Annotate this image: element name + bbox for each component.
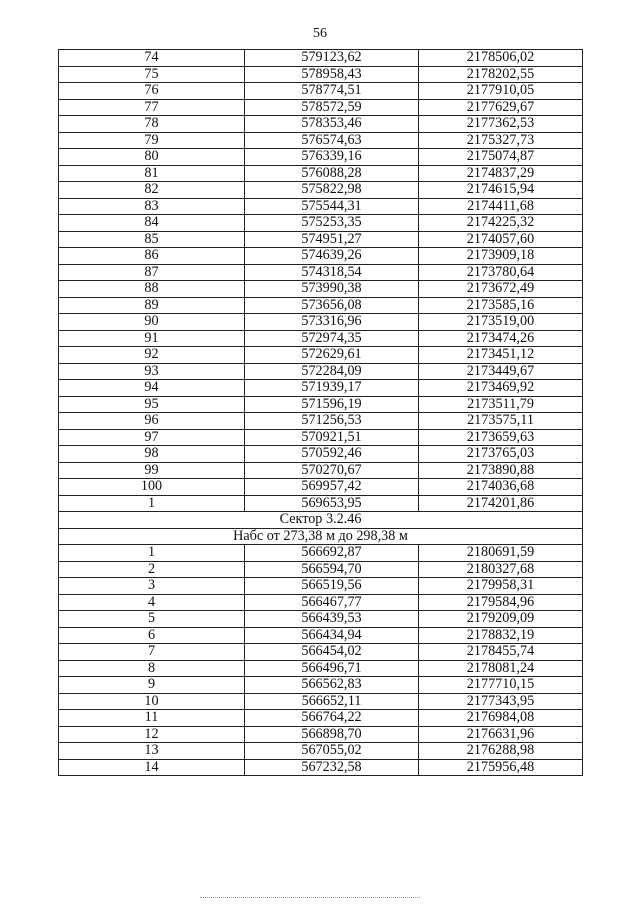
point-number-cell: 97 [59,429,245,446]
x-coordinate-cell: 569957,42 [245,479,419,496]
table-row [59,231,583,248]
point-number-cell: 86 [59,248,245,265]
table-row [59,83,583,100]
y-coordinate-cell: 2178832,19 [419,627,583,644]
table-row [59,50,583,67]
x-coordinate-cell: 575253,35 [245,215,419,232]
y-coordinate-cell: 2178202,55 [419,66,583,83]
y-coordinate-cell: 2173474,26 [419,330,583,347]
table-row [59,165,583,182]
x-coordinate-cell: 574639,26 [245,248,419,265]
table-row [59,215,583,232]
point-number-cell: 11 [59,710,245,727]
point-number-cell: 100 [59,479,245,496]
point-number-cell: 5 [59,611,245,628]
point-number-cell: 8 [59,660,245,677]
point-number-cell: 85 [59,231,245,248]
x-coordinate-cell: 578958,43 [245,66,419,83]
table-row [59,182,583,199]
y-coordinate-cell: 2173451,12 [419,347,583,364]
x-coordinate-cell: 566652,11 [245,693,419,710]
table-row [59,545,583,562]
point-number-cell: 76 [59,83,245,100]
x-coordinate-cell: 566594,70 [245,561,419,578]
x-coordinate-cell: 566764,22 [245,710,419,727]
table-row [59,743,583,760]
x-coordinate-cell: 566519,56 [245,578,419,595]
point-number-cell: 87 [59,264,245,281]
y-coordinate-cell: 2173890,88 [419,462,583,479]
x-coordinate-cell: 573316,96 [245,314,419,331]
table-row [59,264,583,281]
x-coordinate-cell: 566562,83 [245,677,419,694]
y-coordinate-cell: 2173585,16 [419,297,583,314]
table-row [59,330,583,347]
point-number-cell: 94 [59,380,245,397]
x-coordinate-cell: 574951,27 [245,231,419,248]
table-row [59,380,583,397]
y-coordinate-cell: 2177343,95 [419,693,583,710]
table-row [59,578,583,595]
point-number-cell: 90 [59,314,245,331]
point-number-cell: 1 [59,495,245,512]
scan-edge-mark [200,897,420,899]
table-row [59,413,583,430]
point-number-cell: 4 [59,594,245,611]
x-coordinate-cell: 566898,70 [245,726,419,743]
x-coordinate-cell: 566434,94 [245,627,419,644]
y-coordinate-cell: 2174201,86 [419,495,583,512]
height-range: Набс от 273,38 м до 298,38 м [59,528,583,545]
y-coordinate-cell: 2180691,59 [419,545,583,562]
x-coordinate-cell: 574318,54 [245,264,419,281]
table-row [59,297,583,314]
point-number-cell: 6 [59,627,245,644]
point-number-cell: 81 [59,165,245,182]
page-number: 56 [313,26,327,41]
y-coordinate-cell: 2174837,29 [419,165,583,182]
y-coordinate-cell: 2177910,05 [419,83,583,100]
point-number-cell: 77 [59,99,245,116]
table-row [59,644,583,661]
x-coordinate-cell: 572284,09 [245,363,419,380]
y-coordinate-cell: 2180327,68 [419,561,583,578]
point-number-cell: 7 [59,644,245,661]
table-row [59,594,583,611]
y-coordinate-cell: 2173511,79 [419,396,583,413]
x-coordinate-cell: 573990,38 [245,281,419,298]
y-coordinate-cell: 2179584,96 [419,594,583,611]
point-number-cell: 2 [59,561,245,578]
x-coordinate-cell: 566467,77 [245,594,419,611]
x-coordinate-cell: 573656,08 [245,297,419,314]
x-coordinate-cell: 566692,87 [245,545,419,562]
table-row [59,693,583,710]
y-coordinate-cell: 2173765,03 [419,446,583,463]
point-number-cell: 10 [59,693,245,710]
point-number-cell: 14 [59,759,245,776]
x-coordinate-cell: 570270,67 [245,462,419,479]
point-number-cell: 3 [59,578,245,595]
x-coordinate-cell: 571596,19 [245,396,419,413]
table-row [59,314,583,331]
sector-row [59,512,583,529]
x-coordinate-cell: 576574,63 [245,132,419,149]
y-coordinate-cell: 2173449,67 [419,363,583,380]
table-row [59,363,583,380]
point-number-cell: 84 [59,215,245,232]
x-coordinate-cell: 572629,61 [245,347,419,364]
y-coordinate-cell: 2179958,31 [419,578,583,595]
point-number-cell: 79 [59,132,245,149]
point-number-cell: 93 [59,363,245,380]
x-coordinate-cell: 578353,46 [245,116,419,133]
y-coordinate-cell: 2179209,09 [419,611,583,628]
table-row [59,116,583,133]
point-number-cell: 82 [59,182,245,199]
x-coordinate-cell: 571256,53 [245,413,419,430]
y-coordinate-cell: 2173672,49 [419,281,583,298]
y-coordinate-cell: 2173575,11 [419,413,583,430]
point-number-cell: 75 [59,66,245,83]
x-coordinate-cell: 566496,71 [245,660,419,677]
table-row [59,396,583,413]
y-coordinate-cell: 2175956,48 [419,759,583,776]
x-coordinate-cell: 570921,51 [245,429,419,446]
point-number-cell: 1 [59,545,245,562]
x-coordinate-cell: 571939,17 [245,380,419,397]
y-coordinate-cell: 2175327,73 [419,132,583,149]
table-row [59,710,583,727]
coordinates-table [58,49,583,776]
point-number-cell: 83 [59,198,245,215]
table-row [59,611,583,628]
y-coordinate-cell: 2174036,68 [419,479,583,496]
y-coordinate-cell: 2178081,24 [419,660,583,677]
table-row [59,446,583,463]
y-coordinate-cell: 2176984,08 [419,710,583,727]
table-row [59,248,583,265]
table-row [59,132,583,149]
point-number-cell: 96 [59,413,245,430]
point-number-cell: 95 [59,396,245,413]
point-number-cell: 12 [59,726,245,743]
y-coordinate-cell: 2173780,64 [419,264,583,281]
point-number-cell: 91 [59,330,245,347]
x-coordinate-cell: 567232,58 [245,759,419,776]
x-coordinate-cell: 575544,31 [245,198,419,215]
table-row [59,198,583,215]
x-coordinate-cell: 566439,53 [245,611,419,628]
table-row [59,462,583,479]
y-coordinate-cell: 2176631,96 [419,726,583,743]
y-coordinate-cell: 2174615,94 [419,182,583,199]
table-row [59,429,583,446]
table-row [59,479,583,496]
table-row [59,149,583,166]
x-coordinate-cell: 570592,46 [245,446,419,463]
x-coordinate-cell: 576339,16 [245,149,419,166]
y-coordinate-cell: 2174057,60 [419,231,583,248]
y-coordinate-cell: 2173519,00 [419,314,583,331]
point-number-cell: 92 [59,347,245,364]
x-coordinate-cell: 579123,62 [245,50,419,67]
table-body-part1 [59,50,583,512]
y-coordinate-cell: 2173909,18 [419,248,583,265]
table-row [59,677,583,694]
point-number-cell: 89 [59,297,245,314]
y-coordinate-cell: 2178506,02 [419,50,583,67]
table-body-part2 [59,545,583,776]
table-row [59,66,583,83]
point-number-cell: 74 [59,50,245,67]
y-coordinate-cell: 2174225,32 [419,215,583,232]
table-row [59,99,583,116]
y-coordinate-cell: 2177710,15 [419,677,583,694]
y-coordinate-cell: 2178455,74 [419,644,583,661]
y-coordinate-cell: 2176288,98 [419,743,583,760]
table-row [59,347,583,364]
point-number-cell: 80 [59,149,245,166]
table-row [59,627,583,644]
x-coordinate-cell: 578572,59 [245,99,419,116]
y-coordinate-cell: 2173469,92 [419,380,583,397]
point-number-cell: 78 [59,116,245,133]
table-row [59,759,583,776]
point-number-cell: 99 [59,462,245,479]
y-coordinate-cell: 2177362,53 [419,116,583,133]
table-row [59,726,583,743]
point-number-cell: 9 [59,677,245,694]
table-row [59,660,583,677]
x-coordinate-cell: 576088,28 [245,165,419,182]
table-section-header [59,512,583,545]
y-coordinate-cell: 2174411,68 [419,198,583,215]
y-coordinate-cell: 2175074,87 [419,149,583,166]
height-range-row [59,528,583,545]
x-coordinate-cell: 572974,35 [245,330,419,347]
table-row [59,561,583,578]
x-coordinate-cell: 569653,95 [245,495,419,512]
x-coordinate-cell: 566454,02 [245,644,419,661]
y-coordinate-cell: 2173659,63 [419,429,583,446]
point-number-cell: 13 [59,743,245,760]
point-number-cell: 98 [59,446,245,463]
sector-title: Сектор 3.2.46 [59,512,583,529]
y-coordinate-cell: 2177629,67 [419,99,583,116]
table-row [59,281,583,298]
x-coordinate-cell: 567055,02 [245,743,419,760]
x-coordinate-cell: 578774,51 [245,83,419,100]
x-coordinate-cell: 575822,98 [245,182,419,199]
point-number-cell: 88 [59,281,245,298]
table-row [59,495,583,512]
